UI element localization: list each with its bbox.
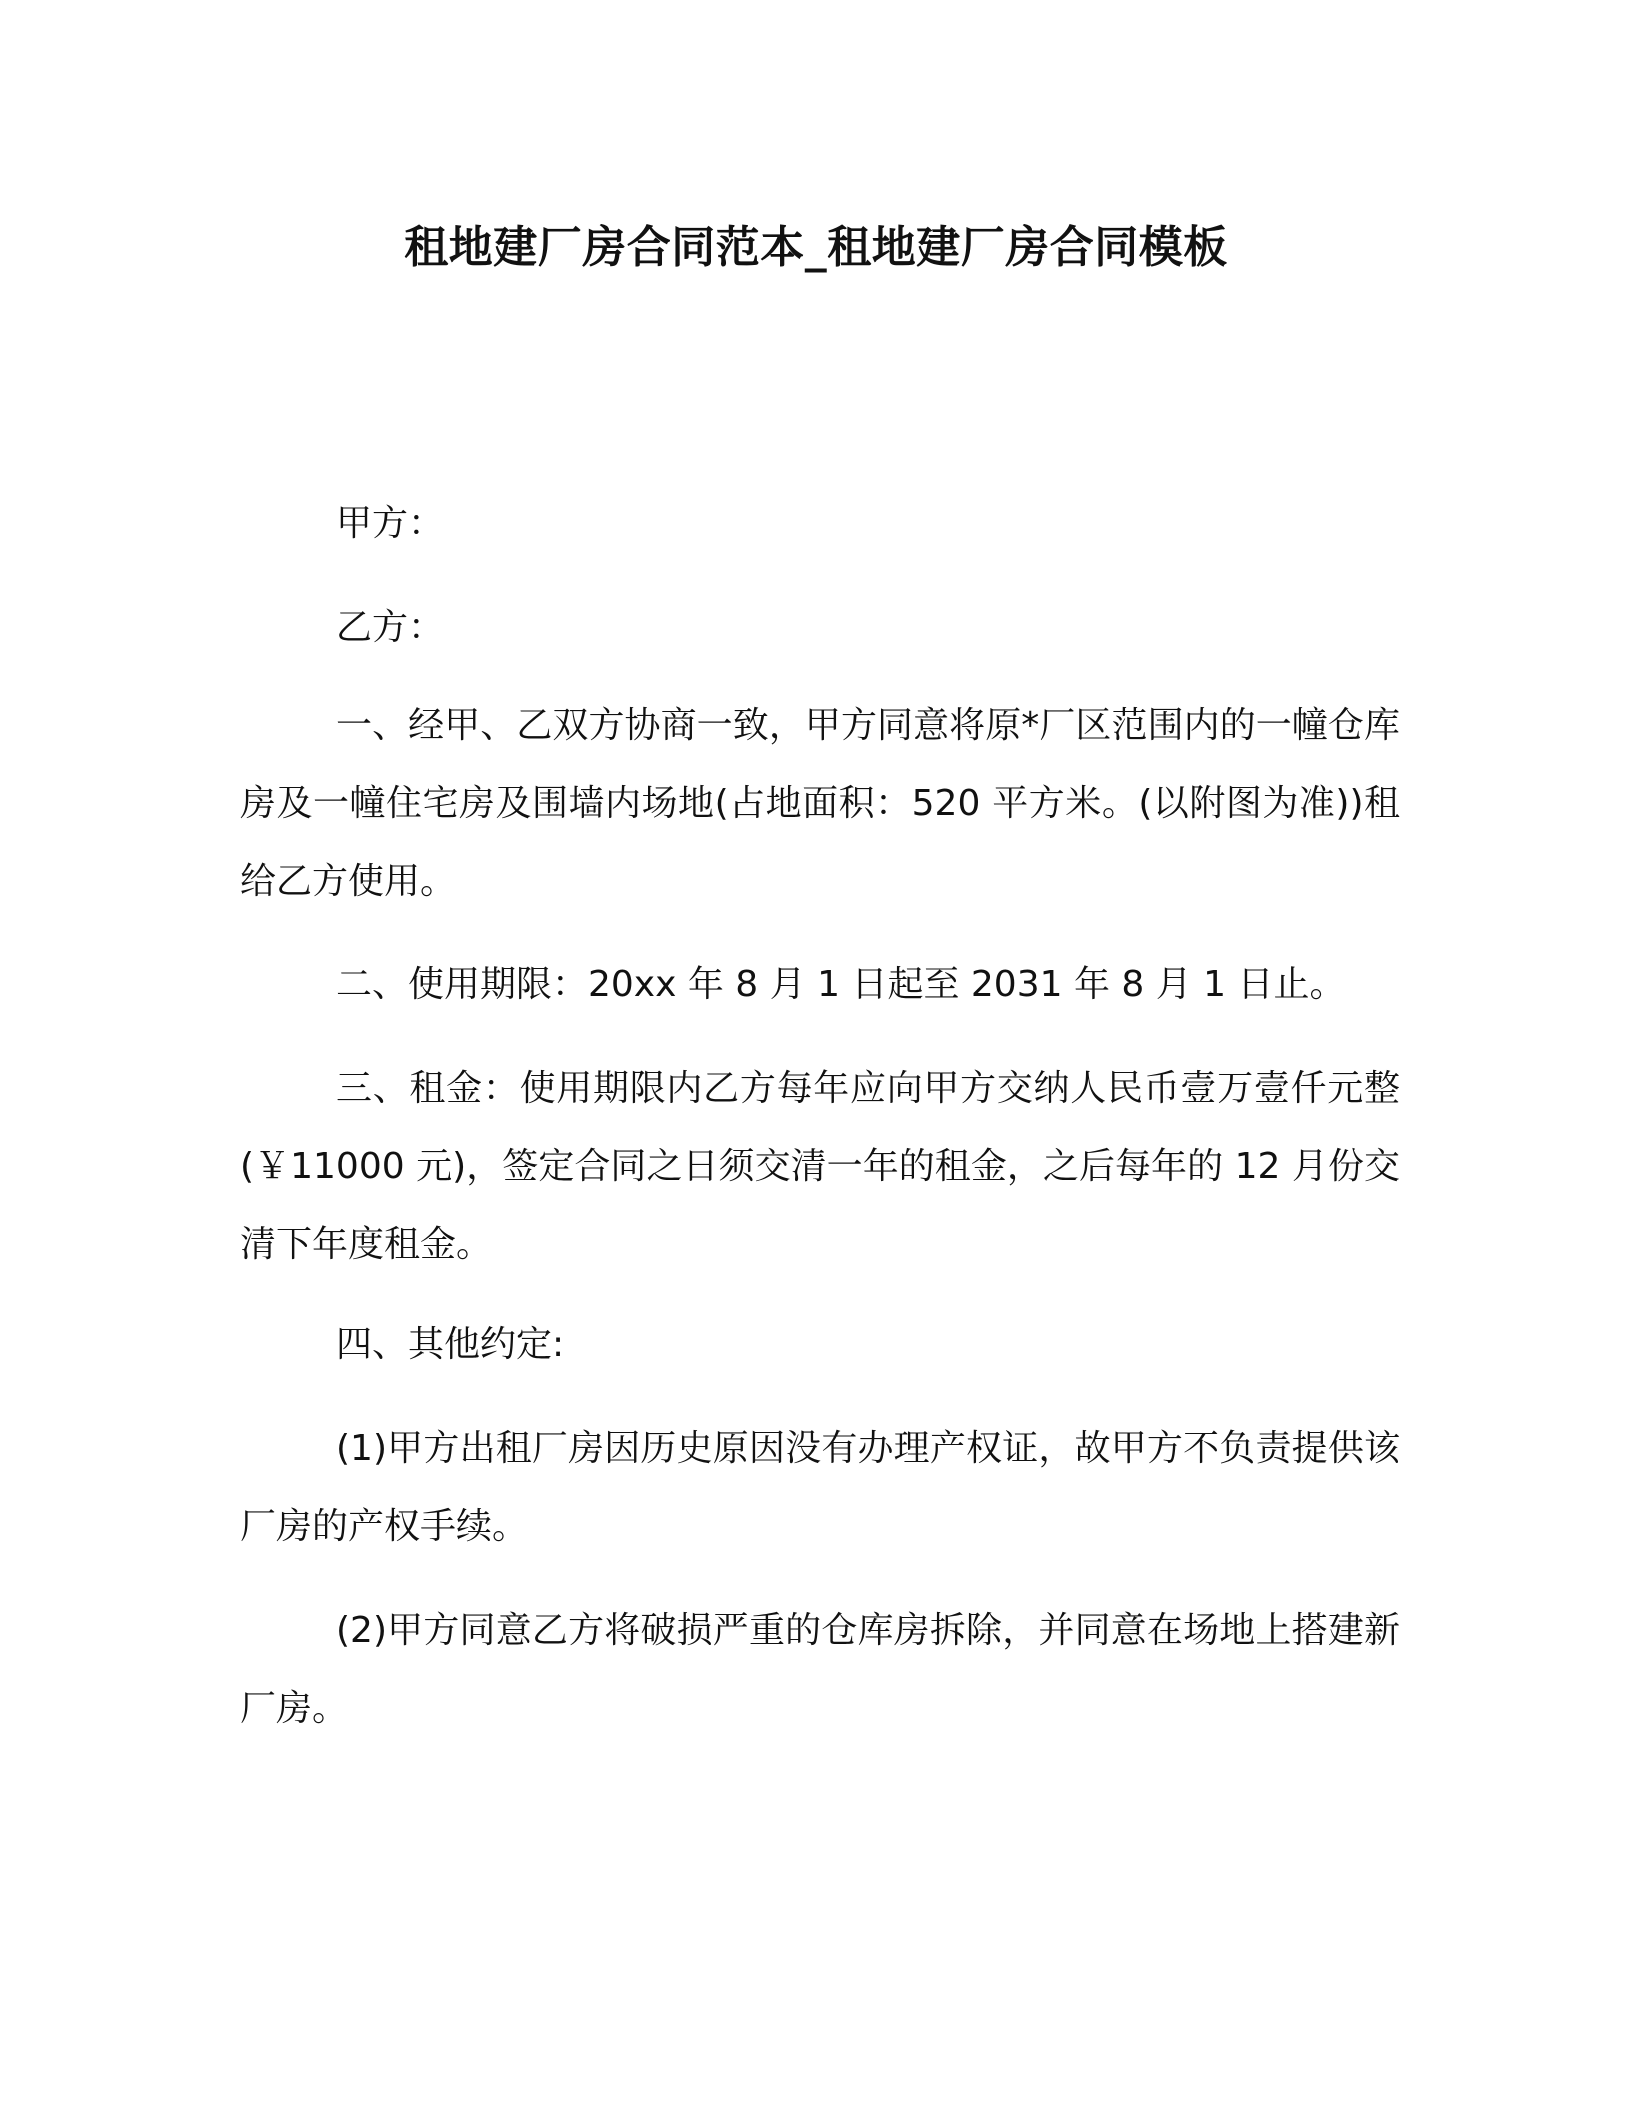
- clause-4-heading: 四、其他约定:: [336, 1324, 565, 1365]
- clause-1-paragraph: 一、经甲、乙双方协商一致，甲方同意将原*厂区范围内的一幢仓库房及一幢住宅房及围墙内场地(占地面积：520 平方米。(以附图为准))租给乙方使用。: [240, 705, 1400, 902]
- party-b-label: 乙方：: [336, 607, 445, 648]
- clause-4-item-2: (2)甲方同意乙方将破损严重的仓库房拆除，并同意在场地上搭建新厂房。: [240, 1610, 1400, 1729]
- clause-4-item-1: (1)甲方出租厂房因历史原因没有办理产权证，故甲方不负责提供该厂房的产权手续。: [240, 1428, 1400, 1547]
- clause-2-paragraph: 二、使用期限：20xx 年 8 月 1 日起至 2031 年 8 月 1 日止。: [336, 964, 1346, 1005]
- document-title: 租地建厂房合同范本_租地建厂房合同模板: [404, 222, 1228, 273]
- clause-3-paragraph: 三、租金：使用期限内乙方每年应向甲方交纳人民币壹万壹仟元整(￥11000 元)，签定合同之日须交清一年的租金，之后每年的 12 月份交清下年度租金。: [240, 1068, 1400, 1265]
- party-a-label: 甲方：: [336, 503, 445, 544]
